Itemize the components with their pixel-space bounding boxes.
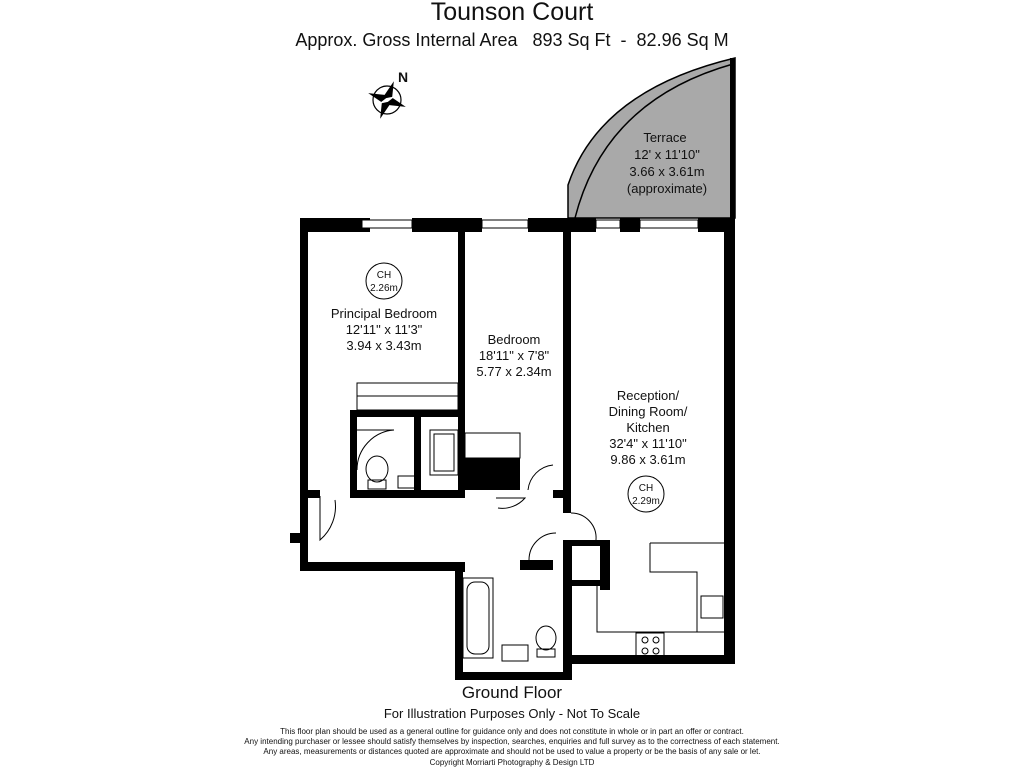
reception-name-2: Dining Room/ bbox=[608, 404, 688, 419]
copyright: Copyright Morriarti Photography & Design LTD bbox=[429, 758, 595, 767]
ch-value-principal: 2.26m bbox=[370, 283, 398, 294]
bedroom-metric: 5.77 x 2.34m bbox=[476, 364, 552, 379]
north-label: N bbox=[398, 69, 409, 85]
ch-value-reception: 2.29m bbox=[632, 496, 660, 507]
disclaimer-line-3: Any areas, measurements or distances quoted are approximate and should not be used to value a property or be the basis of any sale or let. bbox=[263, 747, 761, 756]
terrace-name: Terrace bbox=[643, 130, 687, 145]
floor-label: Ground Floor bbox=[461, 683, 563, 702]
disclaimer-line-2: Any intending purchaser or lessee should satisfy themselves by inspection, searches, enquiries and full survey as to the correctness of each statement. bbox=[244, 737, 780, 746]
principal-bedroom-imperial: 12'11" x 11'3" bbox=[345, 322, 423, 337]
area-subtitle: Approx. Gross Internal Area 893 Sq Ft - 82.96 Sq M bbox=[295, 30, 729, 50]
bedroom-name: Bedroom bbox=[487, 332, 541, 347]
disclaimer-line-1: This floor plan should be used as a general outline for guidance only and does not constitute in whole or in part an offer or contract. bbox=[280, 727, 744, 736]
plan-title: Tounson Court bbox=[430, 0, 594, 26]
principal-bedroom-name: Principal Bedroom bbox=[330, 306, 438, 321]
terrace-note: (approximate) bbox=[626, 181, 708, 196]
ch-label-principal: CH bbox=[376, 270, 392, 281]
scale-note: For Illustration Purposes Only - Not To Scale bbox=[383, 706, 641, 721]
terrace-metric: 3.66 x 3.61m bbox=[629, 164, 705, 179]
reception-imperial: 32'4" x 11'10" bbox=[609, 436, 687, 451]
principal-bedroom-metric: 3.94 x 3.43m bbox=[346, 338, 422, 353]
reception-metric: 9.86 x 3.61m bbox=[610, 452, 686, 467]
reception-name-3: Kitchen bbox=[626, 420, 670, 435]
bedroom-imperial: 18'11" x 7'8" bbox=[478, 348, 550, 363]
reception-name-1: Reception/ bbox=[616, 388, 680, 403]
terrace-imperial: 12' x 11'10" bbox=[634, 147, 700, 162]
ch-label-reception: CH bbox=[638, 483, 654, 494]
